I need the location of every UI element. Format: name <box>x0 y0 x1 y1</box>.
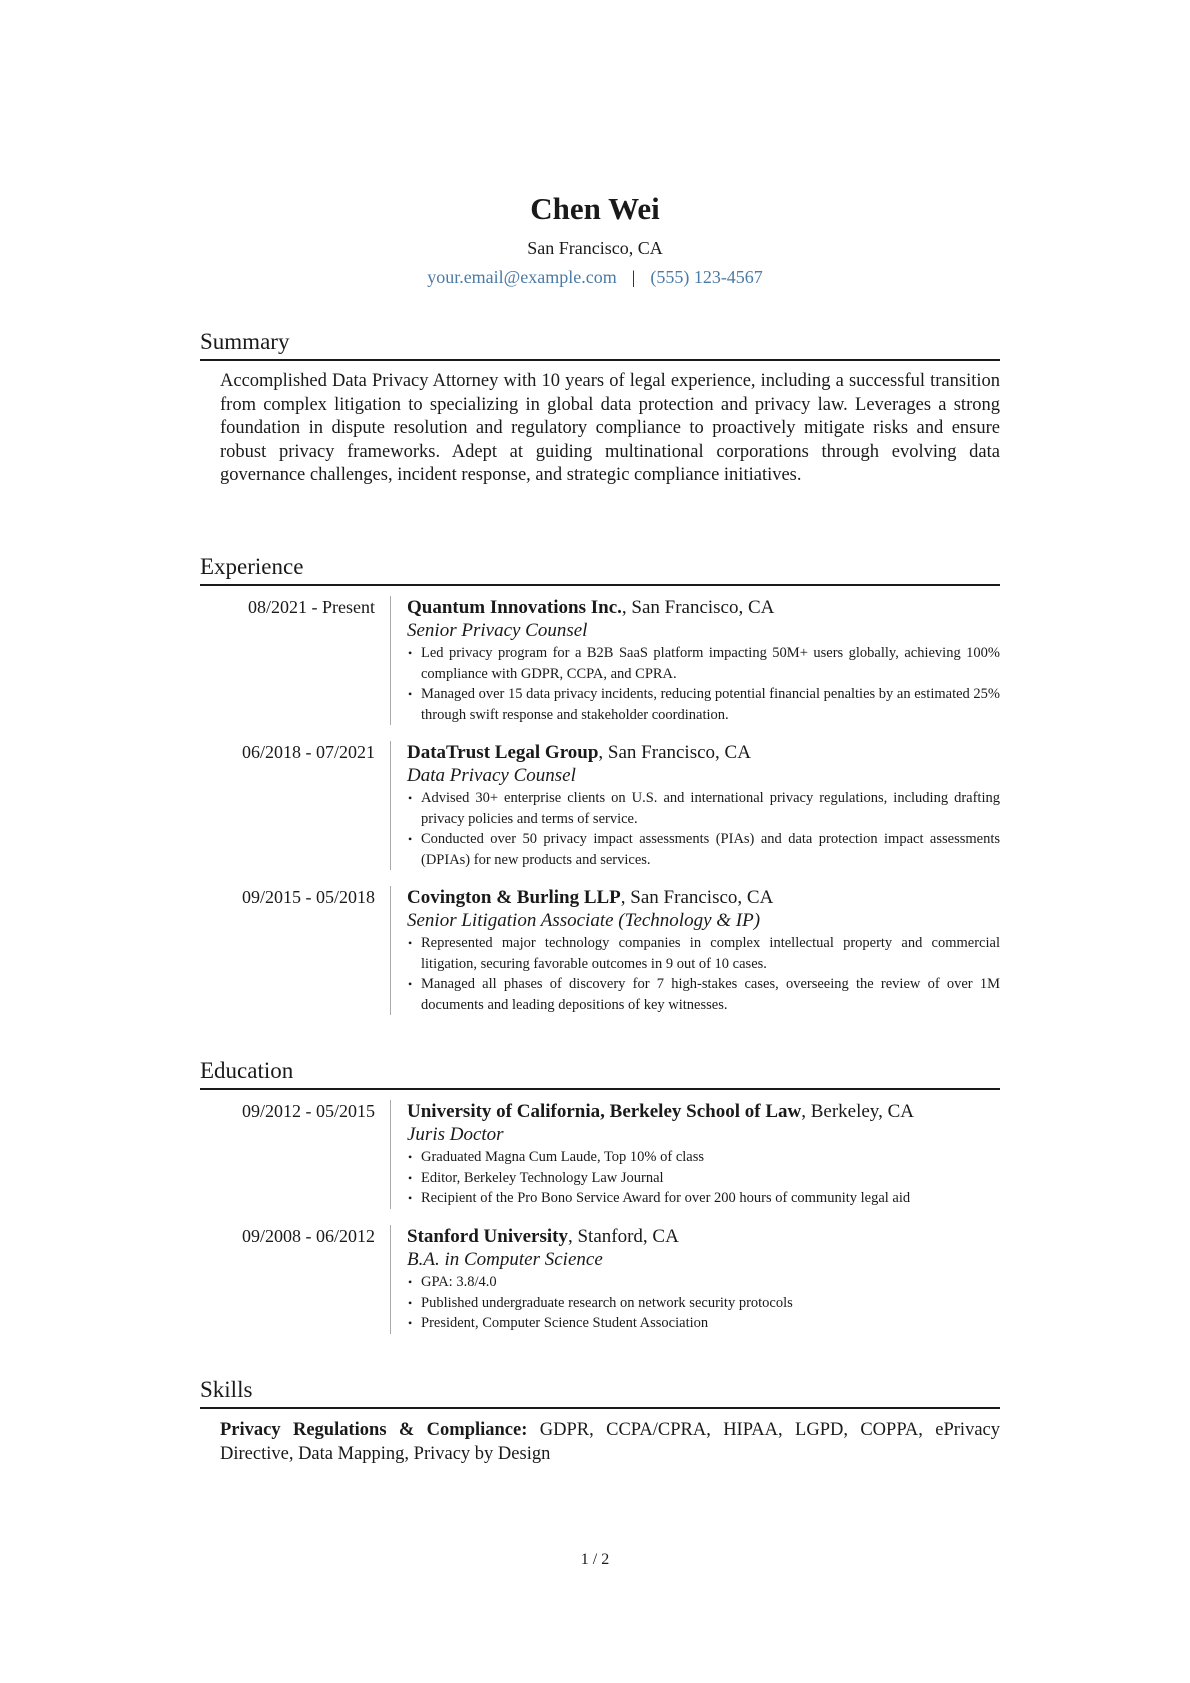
timeline-divider <box>390 596 391 725</box>
entry-role: B.A. in Computer Science <box>407 1249 603 1270</box>
entry-body <box>407 886 1000 1015</box>
experience-entry <box>200 741 1000 870</box>
skills-category-label: Privacy Regulations & Compliance: <box>220 1420 528 1440</box>
entry-date: 09/2008 - 06/2012 <box>242 1226 375 1246</box>
bullet-item: • Recipient of the Pro Bono Service Award for over 200 hours of community legal aid <box>407 1188 1000 1209</box>
phone-link[interactable]: (555) 123-4567 <box>650 267 763 287</box>
entry-organization <box>407 596 1000 619</box>
bullet-item: • Conducted over 50 privacy impact assessments (PIAs) and data protection impact assessments (DPIAs) for new products and services. <box>407 829 1000 870</box>
organization-location: , Stanford, CA <box>567 1226 679 1247</box>
entry-bullets <box>407 1147 1000 1209</box>
skills-heading: Skills <box>200 1376 1000 1409</box>
timeline-divider <box>390 1100 391 1209</box>
entry-role: Data Privacy Counsel <box>407 765 576 786</box>
page-number: 1 / 2 <box>580 1551 610 1568</box>
entry-organization <box>407 1225 1000 1248</box>
organization-name: Covington & Burling LLP <box>407 887 621 908</box>
entry-date: 08/2021 - Present <box>248 597 375 617</box>
summary-heading: Summary <box>200 328 1000 361</box>
organization-location: , San Francisco, CA <box>620 887 774 908</box>
summary-text: Accomplished Data Privacy Attorney with 10 years of legal experience, including a successful transition from complex litigation to specializing in global data protection and privacy law. Leverages a strong foundation in dispute resolution and regulatory compliance to proactively mitigate risks and ensure robust privacy frameworks. Adept at guiding multinational corporations through evolving data governance challenges, incident response, and strategic compliance initiatives. <box>220 371 1000 485</box>
organization-location: , Berkeley, CA <box>801 1101 914 1122</box>
contact-separator: | <box>631 267 636 287</box>
skills-list: GDPR, CCPA/CPRA, HIPAA, LGPD, COPPA, ePrivacy Directive, Data Mapping, Privacy by Design <box>220 1420 1000 1464</box>
entry-date: 09/2015 - 05/2018 <box>242 887 375 907</box>
entry-organization <box>407 1100 1000 1123</box>
timeline-divider <box>390 886 391 1015</box>
organization-name: University of California, Berkeley School of Law <box>407 1101 802 1122</box>
organization-location: , San Francisco, CA <box>598 742 751 763</box>
bullet-item: • Managed over 15 data privacy incidents, reducing potential financial penalties by an estimated 25% through swift response and stakeholder coordination. <box>407 684 1000 725</box>
entry-bullets <box>407 1272 1000 1334</box>
experience-entry <box>200 596 1000 725</box>
organization-name: Stanford University <box>407 1226 568 1247</box>
education-entry <box>200 1100 1000 1209</box>
entry-role: Senior Privacy Counsel <box>407 620 588 641</box>
candidate-name: Chen Wei <box>530 191 660 226</box>
contact-line <box>0 264 1190 290</box>
bullet-item: • Published undergraduate research on network security protocols <box>407 1293 1000 1314</box>
resume-header <box>0 190 1190 290</box>
entry-body <box>407 1225 1000 1334</box>
organization-name: Quantum Innovations Inc. <box>407 597 622 618</box>
entry-organization <box>407 741 1000 764</box>
bullet-item: • Led privacy program for a B2B SaaS platform impacting 50M+ users globally, achieving 100% compliance with GDPR, CCPA, and CPRA. <box>407 643 1000 684</box>
email-link[interactable]: your.email@example.com <box>427 267 617 287</box>
entry-body <box>407 741 1000 870</box>
bullet-item: • GPA: 3.8/4.0 <box>407 1272 1000 1293</box>
bullet-item: • Advised 30+ enterprise clients on U.S. and international privacy regulations, including drafting privacy policies and terms of service. <box>407 788 1000 829</box>
bullet-item: • Editor, Berkeley Technology Law Journal <box>407 1168 1000 1189</box>
organization-location: , San Francisco, CA <box>621 597 775 618</box>
education-entry <box>200 1225 1000 1334</box>
entry-bullets <box>407 933 1000 1015</box>
entry-role: Senior Litigation Associate (Technology & IP) <box>407 910 761 931</box>
timeline-divider <box>390 1225 391 1334</box>
bullet-item: • Managed all phases of discovery for 7 high-stakes cases, overseeing the review of over 1M documents and leading depositions of key witnesses. <box>407 974 1000 1015</box>
organization-name: DataTrust Legal Group <box>407 742 599 763</box>
bullet-item: • President, Computer Science Student Association <box>407 1313 1000 1334</box>
entry-date: 06/2018 - 07/2021 <box>242 742 375 762</box>
education-heading: Education <box>200 1057 1000 1090</box>
skills-text <box>220 1419 1000 1466</box>
entry-role: Juris Doctor <box>407 1124 504 1145</box>
bullet-item: • Represented major technology companies in complex intellectual property and commercial litigation, securing favorable outcomes in 9 out of 10 cases. <box>407 933 1000 974</box>
entry-bullets <box>407 643 1000 725</box>
entry-body <box>407 1100 1000 1209</box>
timeline-divider <box>390 741 391 870</box>
candidate-location: San Francisco, CA <box>527 238 663 258</box>
entry-organization <box>407 886 1000 909</box>
entry-bullets <box>407 788 1000 870</box>
entry-date: 09/2012 - 05/2015 <box>242 1101 375 1121</box>
experience-heading: Experience <box>200 553 1000 586</box>
bullet-item: • Graduated Magna Cum Laude, Top 10% of class <box>407 1147 1000 1168</box>
experience-entry <box>200 886 1000 1015</box>
entry-body <box>407 596 1000 725</box>
